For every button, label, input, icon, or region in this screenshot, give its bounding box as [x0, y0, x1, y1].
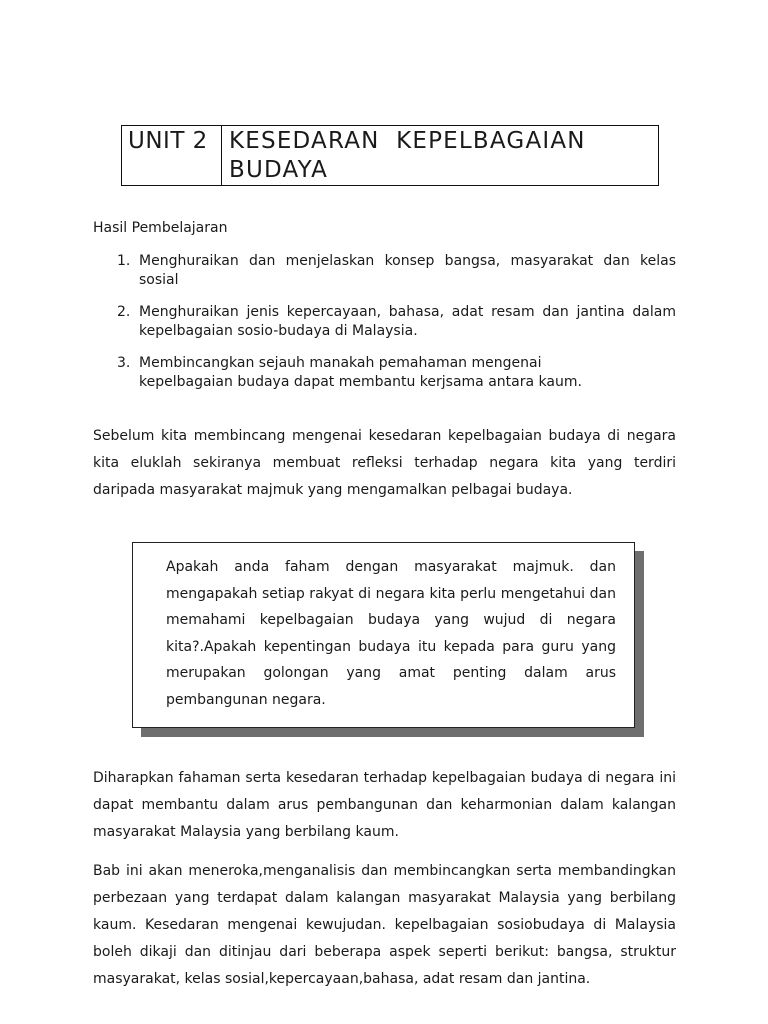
question-text: Apakah anda faham dengan masyarakat majmuk. dan mengapakah setiap rakyat di negara kita perlu mengetahui dan memahami kepelbagaian budaya yang wujud di negara kita?.Apakah kepentingan budaya itu kepada para guru yang merupakan golongan yang amat penting dalam arus pembangunan negara. — [166, 559, 616, 708]
expectation-paragraph: Diharapkan fahaman serta kesedaran terhadap kepelbagaian budaya di negara ini dapat membantu dalam arus pembangunan dan keharmonian dalam kalangan masyarakat Malaysia yang berbilang kaum. — [93, 770, 676, 840]
list-item-text: Menghuraikan jenis kepercayaan, bahasa, adat resam dan jantina dalam kepelbagaian sosio-budaya di Malaysia. — [139, 304, 676, 339]
list-item — [93, 303, 676, 341]
list-item-text: Menghuraikan dan menjelaskan konsep bangsa, masyarakat dan kelas sosial — [139, 253, 676, 288]
unit-number: UNIT 2 — [122, 126, 222, 185]
list-item-number: 3. — [117, 355, 131, 371]
list-item-text: Membincangkan sejauh manakah pemahaman mengenai kepelbagaian budaya dapat membantu kerjsama antara kaum. — [139, 355, 582, 390]
learning-outcomes-list — [93, 252, 676, 392]
list-item-number: 2. — [117, 304, 131, 320]
list-item-number: 1. — [117, 253, 131, 269]
chapter-overview-paragraph: Bab ini akan meneroka,menganalisis dan membincangkan serta membandingkan perbezaan yang terdapat dalam kalangan masyarakat Malaysia yang berbilang kaum. Kesedaran mengenai kewujudan. kepelbagaian sosiobudaya di Malaysia boleh dikaji dan ditinjau dari beberapa aspek seperti berikut: bangsa, struktur masyarakat, kelas sosial,kepercayaan,bahasa, adat resam dan jantina. — [93, 863, 676, 987]
unit-header-table — [121, 125, 659, 186]
learning-outcomes-heading: Hasil Pembelajaran — [93, 220, 228, 236]
unit-title: KESEDARAN KEPELBAGAIAN BUDAYA — [229, 128, 586, 183]
list-item — [93, 252, 676, 290]
question-box — [132, 542, 635, 728]
list-item — [93, 354, 634, 392]
intro-paragraph: Sebelum kita membincang mengenai kesedaran kepelbagaian budaya di negara kita eluklah sekiranya membuat refleksi terhadap negara kita yang terdiri daripada masyarakat majmuk yang mengamalkan pelbagai budaya. — [93, 428, 676, 498]
